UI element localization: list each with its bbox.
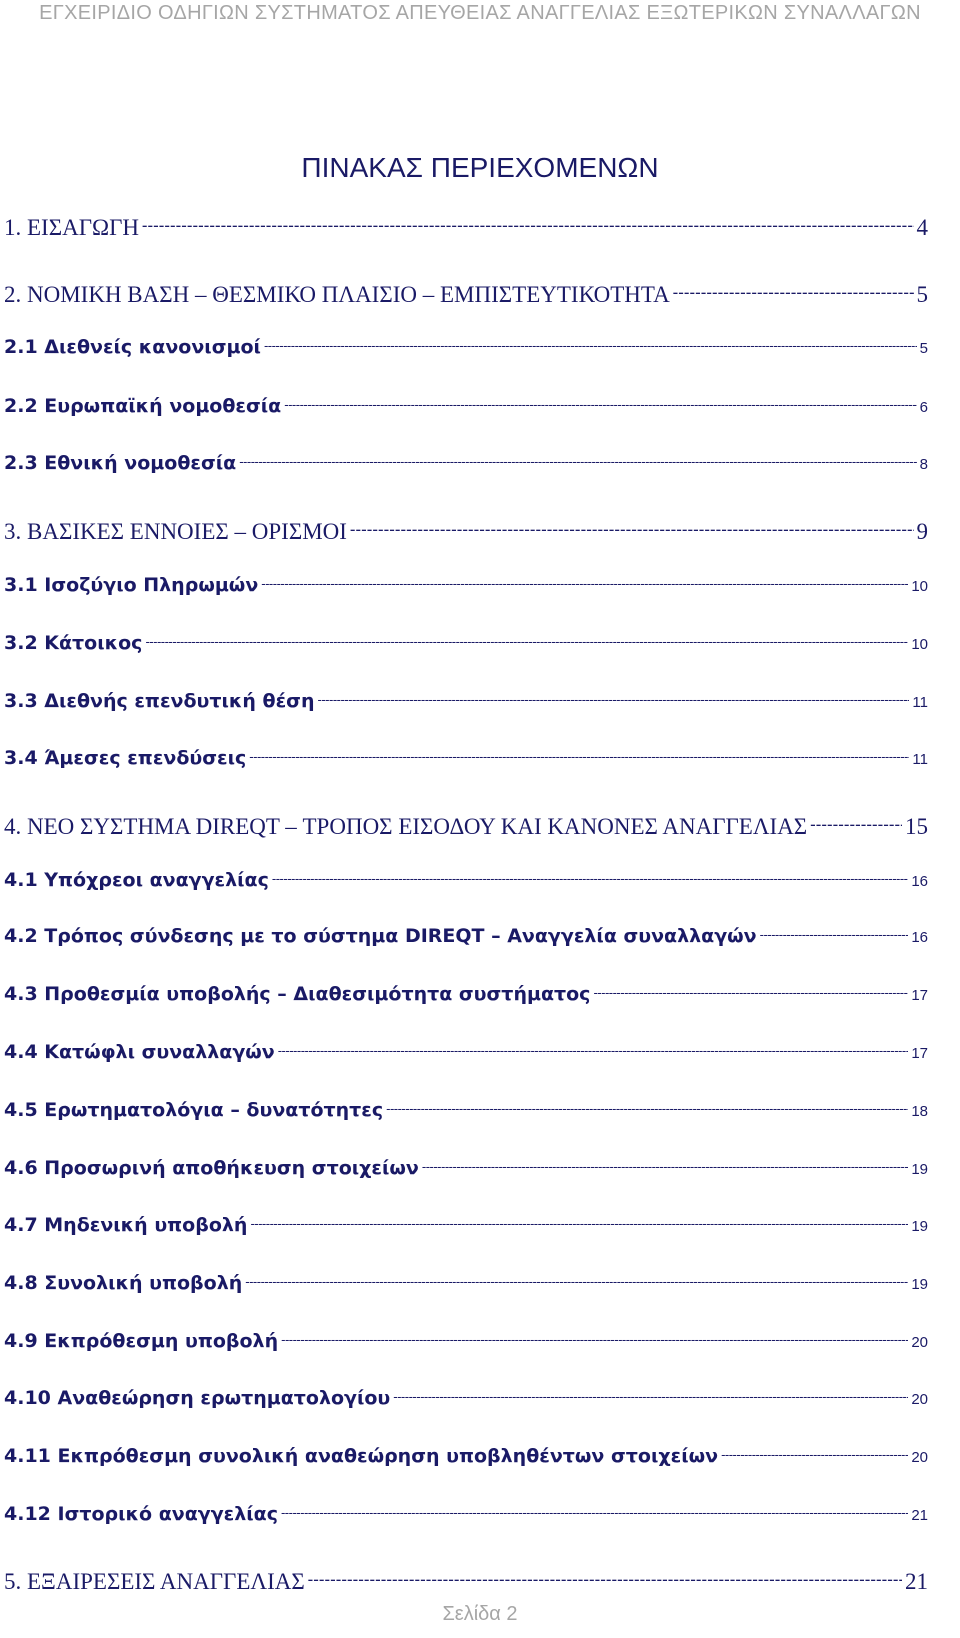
toc-entry-label: 2.3 Εθνική νομοθεσία: [4, 452, 237, 474]
dot-leader: [281, 1328, 908, 1347]
toc-entry-page: 19: [911, 1276, 928, 1293]
toc-entry-page: 19: [911, 1218, 928, 1235]
toc-entry-4-4[interactable]: [4, 1039, 928, 1071]
dot-leader: [593, 981, 908, 1000]
dot-leader: [760, 923, 909, 942]
toc-entry-4-6[interactable]: [4, 1155, 928, 1187]
dot-leader: [249, 745, 909, 764]
toc-entry-2-3[interactable]: [4, 450, 928, 482]
dot-leader: [422, 1155, 908, 1174]
dot-leader: [318, 688, 910, 707]
dot-leader: [250, 1212, 908, 1231]
dot-leader: [261, 572, 908, 591]
toc-entry-label: 4.3 Προθεσμία υποβολής – Διαθεσιμότητα συστήματος: [4, 983, 591, 1005]
toc-entry-page: 11: [912, 751, 928, 768]
toc-entry-page: 15: [905, 814, 928, 839]
toc-entry-label: 5. ΕΞΑΙΡΕΣΕΙΣ ΑΝΑΓΓΕΛΙΑΣ: [4, 1569, 305, 1594]
toc-entry-page: 10: [911, 636, 928, 653]
toc-entry-label: 4.12 Ιστορικό αναγγελίας: [4, 1503, 278, 1525]
dot-leader: [145, 630, 908, 649]
toc-entry-label: 2. ΝΟΜΙΚΗ ΒΑΣΗ – ΘΕΣΜΙΚΟ ΠΛΑΙΣΙΟ – ΕΜΠΙΣΤΕΥΤΙΚΟΤΗΤΑ: [4, 282, 670, 307]
toc-entry-5[interactable]: [4, 1566, 928, 1598]
dot-leader: [350, 516, 914, 539]
toc-entry-page: 5: [919, 340, 928, 357]
toc-entry-page: 9: [916, 519, 928, 544]
dot-leader: [239, 450, 916, 469]
dot-leader: [272, 867, 908, 886]
dot-leader: [278, 1039, 909, 1058]
toc-entry-page: 21: [911, 1507, 928, 1524]
toc-entry-label: 3.2 Κάτοικος: [4, 632, 143, 654]
toc-entry-page: 16: [911, 873, 928, 890]
dot-leader: [284, 393, 916, 412]
toc-entry-1[interactable]: [4, 212, 928, 244]
toc-entry-page: 19: [911, 1161, 928, 1178]
toc-entry-3-1[interactable]: [4, 572, 928, 604]
dot-leader: [245, 1270, 908, 1289]
toc-entry-label: 4.9 Εκπρόθεσμη υποβολή: [4, 1330, 279, 1352]
toc-entry-label: 4.7 Μηδενική υποβολή: [4, 1214, 248, 1236]
toc-entry-label: 4.1 Υπόχρεοι αναγγελίας: [4, 869, 269, 891]
toc-entry-page: 6: [919, 399, 928, 416]
toc-entry-page: 20: [911, 1391, 928, 1408]
toc-entry-label: 2.2 Ευρωπαϊκή νομοθεσία: [4, 395, 282, 417]
toc-entry-page: 18: [911, 1103, 928, 1120]
toc-entry-page: 5: [916, 282, 928, 307]
toc-entry-page: 20: [911, 1334, 928, 1351]
page-number-footer: Σελίδα 2: [442, 1603, 518, 1625]
toc-entry-page: 10: [911, 578, 928, 595]
toc-entry-page: 20: [911, 1449, 928, 1466]
toc-entry-2[interactable]: [4, 279, 928, 311]
toc-entry-label: 4.6 Προσωρινή αποθήκευση στοιχείων: [4, 1157, 419, 1179]
toc-entry-3-3[interactable]: [4, 688, 928, 720]
toc-entry-4[interactable]: [4, 811, 928, 843]
dot-leader: [308, 1566, 902, 1589]
toc-entry-page: 17: [911, 987, 928, 1004]
dot-leader: [721, 1443, 908, 1462]
toc-entry-4-7[interactable]: [4, 1212, 928, 1244]
toc-entry-page: 4: [916, 215, 928, 240]
toc-entry-label: 4. ΝΕΟ ΣΥΣΤΗΜΑ DIREQT – ΤΡΟΠΟΣ ΕΙΣΟΔΟΥ ΚΑΙ ΚΑΝΟΝΕΣ ΑΝΑΓΓΕΛΙΑΣ: [4, 814, 808, 839]
toc-entry-4-5[interactable]: [4, 1097, 928, 1129]
dot-leader: [281, 1501, 908, 1520]
toc-entry-3[interactable]: [4, 516, 928, 548]
dot-leader: [810, 811, 902, 834]
dot-leader: [393, 1385, 908, 1404]
toc-entry-4-9[interactable]: [4, 1328, 928, 1360]
running-header: ΕΓΧΕΙΡΙΔΙΟ ΟΔΗΓΙΩΝ ΣΥΣΤΗΜΑΤΟΣ ΑΠΕΥΘΕΙΑΣ ΑΝΑΓΓΕΛΙΑΣ ΕΞΩΤΕΡΙΚΩΝ ΣΥΝΑΛΛΑΓΩΝ: [39, 2, 921, 24]
dot-leader: [386, 1097, 908, 1116]
toc-entry-label: 2.1 Διεθνείς κανονισμοί: [4, 336, 261, 358]
toc-entry-page: 8: [919, 456, 928, 473]
toc-entry-label: 4.2 Τρόπος σύνδεσης με το σύστημα DIREQT – Αναγγελία συναλλαγών: [4, 925, 757, 947]
toc-entry-4-1[interactable]: [4, 867, 928, 899]
toc-entry-4-3[interactable]: [4, 981, 928, 1013]
toc-entry-page: 17: [911, 1045, 928, 1062]
toc-entry-label: 4.4 Κατώφλι συναλλαγών: [4, 1041, 275, 1063]
toc-entry-label: 3.1 Ισοζύγιο Πληρωμών: [4, 574, 259, 596]
toc-entry-label: 1. ΕΙΣΑΓΩΓΗ: [4, 215, 140, 240]
toc-title: ΠΙΝΑΚΑΣ ΠΕΡΙΕΧΟΜΕΝΩΝ: [301, 152, 659, 183]
toc-entry-2-2[interactable]: [4, 393, 928, 425]
toc-entry-label: 4.10 Αναθεώρηση ερωτηματολογίου: [4, 1387, 391, 1409]
toc-entry-label: 3.4 Άμεσες επενδύσεις: [4, 747, 247, 769]
toc-entry-3-4[interactable]: [4, 745, 928, 777]
toc-entry-label: 4.5 Ερωτηματολόγια – δυνατότητες: [4, 1099, 384, 1121]
toc-entry-4-10[interactable]: [4, 1385, 928, 1417]
toc-entry-3-2[interactable]: [4, 630, 928, 662]
toc-entry-label: 4.8 Συνολική υποβολή: [4, 1272, 243, 1294]
toc-entry-label: 4.11 Εκπρόθεσμη συνολική αναθεώρηση υποβληθέντων στοιχείων: [4, 1445, 719, 1467]
dot-leader: [673, 279, 914, 302]
dot-leader: [142, 212, 913, 235]
toc-entry-page: 21: [905, 1569, 928, 1594]
toc-entry-page: 11: [912, 694, 928, 711]
toc-entry-label: 3. ΒΑΣΙΚΕΣ ΕΝΝΟΙΕΣ – ΟΡΙΣΜΟΙ: [4, 519, 347, 544]
toc-entry-4-11[interactable]: [4, 1443, 928, 1475]
toc-entry-4-8[interactable]: [4, 1270, 928, 1302]
toc-entry-label: 3.3 Διεθνής επενδυτική θέση: [4, 690, 315, 712]
toc-entry-4-12[interactable]: [4, 1501, 928, 1533]
dot-leader: [264, 334, 917, 353]
toc-entry-page: 16: [911, 929, 928, 946]
toc-entry-4-2[interactable]: [4, 923, 928, 955]
toc-entry-2-1[interactable]: [4, 334, 928, 366]
